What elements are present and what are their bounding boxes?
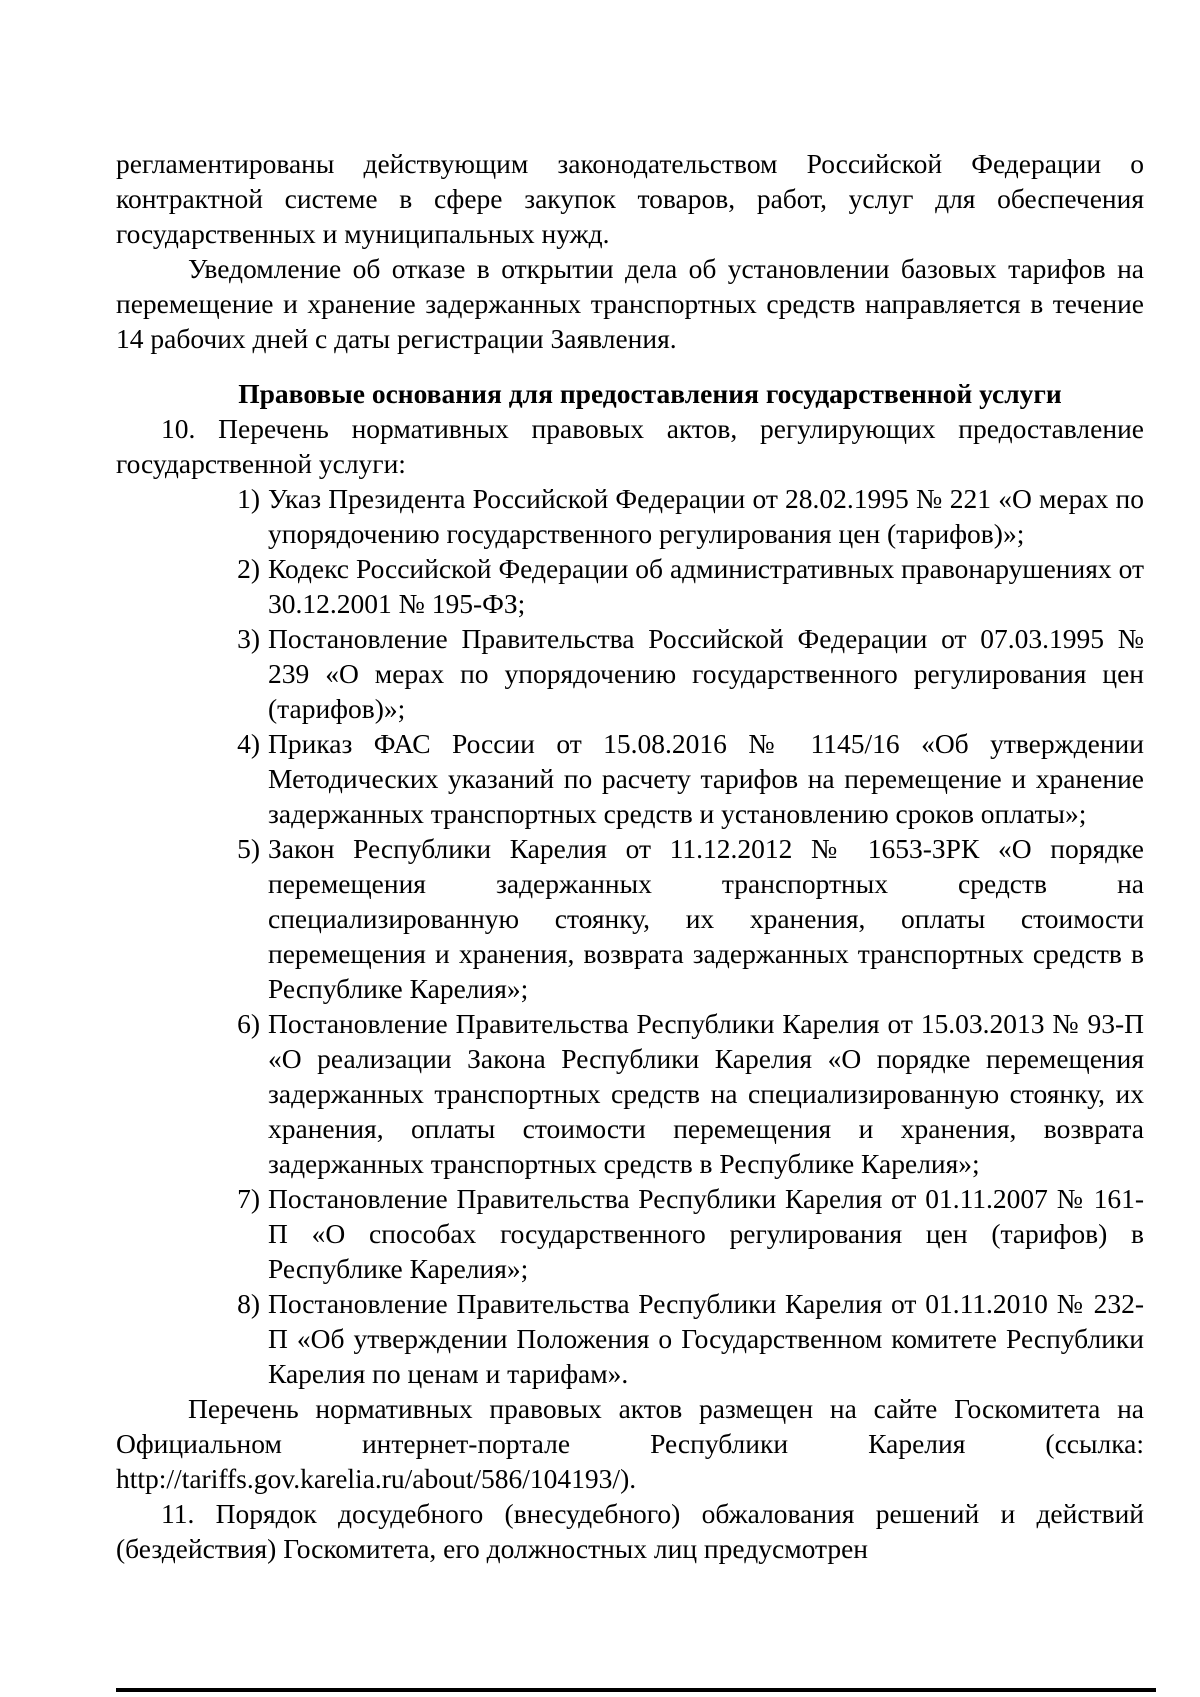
- list-item: [216, 1286, 1144, 1391]
- list-item: [216, 726, 1144, 831]
- list-item: [216, 1006, 1144, 1181]
- paragraph-refusal-notice: Уведомление об отказе в открытии дела об установлении базовых тарифов на перемещение и хранение задержанных транспортных средств направляется в течение 14 рабочих дней с даты регистрации Заявления.: [116, 253, 1144, 354]
- list-item: [216, 1181, 1144, 1286]
- list-item-text: Постановление Правительства Российской Федерации от 07.03.1995 № 239 «О мерах по упорядочению государственного регулирования цен (тарифов)»;: [268, 623, 1144, 724]
- spacer: [116, 356, 1144, 376]
- paragraph-item-10: 10. Перечень нормативных правовых актов, регулирующих предоставление государственной услуги:: [116, 413, 1144, 479]
- list-item: [216, 831, 1144, 1006]
- paragraph-portal-link: Перечень нормативных правовых актов размещен на сайте Госкомитета на Официальном интернет-портале Республики Карелия (ссылка: http://tariffs.gov.karelia.ru/about/586/104193/).: [116, 1393, 1144, 1494]
- list-item-text: Постановление Правительства Республики Карелия от 01.11.2007 № 161-П «О способах государственного регулирования цен (тарифов) в Республике Карелия»;: [268, 1183, 1144, 1284]
- list-item-number: 8): [237, 1288, 260, 1319]
- list-item-number: 2): [237, 553, 260, 584]
- list-item: [216, 481, 1144, 551]
- document-page: [116, 146, 1144, 1566]
- list-item-text: Постановление Правительства Республики Карелия от 01.11.2010 № 232-П «Об утверждении Положения о Государственном комитете Республики Карелия по ценам и тарифам».: [268, 1288, 1144, 1389]
- list-item-number: 3): [237, 623, 260, 654]
- section-heading: Правовые основания для предоставления государственной услуги: [238, 378, 1062, 409]
- list-item-text: Постановление Правительства Республики Карелия от 15.03.2013 № 93-П «О реализации Закона Республики Карелия «О порядке перемещения задержанных транспортных средств на специализированную стоянку, их хранения, оплаты стоимости перемещения и хранения, возврата задержанных транспортных средств в Республике Карелия»;: [268, 1008, 1144, 1179]
- list-item-number: 4): [237, 728, 260, 759]
- paragraph-intro: регламентированы действующим законодательством Российской Федерации о контрактной системе в сфере закупок товаров, работ, услуг для обеспечения государственных и муниципальных нужд.: [116, 148, 1144, 249]
- paragraph-item-11: 11. Порядок досудебного (внесудебного) обжалования решений и действий (бездействия) Госкомитета, его должностных лиц предусмотрен: [116, 1498, 1144, 1564]
- list-item-number: 5): [237, 833, 260, 864]
- legal-acts-list: [116, 481, 1144, 1391]
- list-item: [216, 551, 1144, 621]
- list-item-number: 6): [237, 1008, 260, 1039]
- list-item-text: Кодекс Российской Федерации об административных правонарушениях от 30.12.2001 № 195-ФЗ;: [268, 553, 1144, 619]
- list-item-text: Указ Президента Российской Федерации от 28.02.1995 № 221 «О мерах по упорядочению государственного регулирования цен (тарифов)»;: [268, 483, 1144, 549]
- list-item: [216, 621, 1144, 726]
- list-item-text: Закон Республики Карелия от 11.12.2012 № 1653-ЗРК «О порядке перемещения задержанных транспортных средств на специализированную стоянку, их хранения, оплаты стоимости перемещения и хранения, возврата задержанных транспортных средств в Республике Карелия»;: [268, 833, 1144, 1004]
- footer-rule: [116, 1688, 1156, 1692]
- list-item-number: 1): [237, 483, 260, 514]
- list-item-text: Приказ ФАС России от 15.08.2016 № 1145/16 «Об утверждении Методических указаний по расчету тарифов на перемещение и хранение задержанных транспортных средств и установлению сроков оплаты»;: [268, 728, 1144, 829]
- list-item-number: 7): [237, 1183, 260, 1214]
